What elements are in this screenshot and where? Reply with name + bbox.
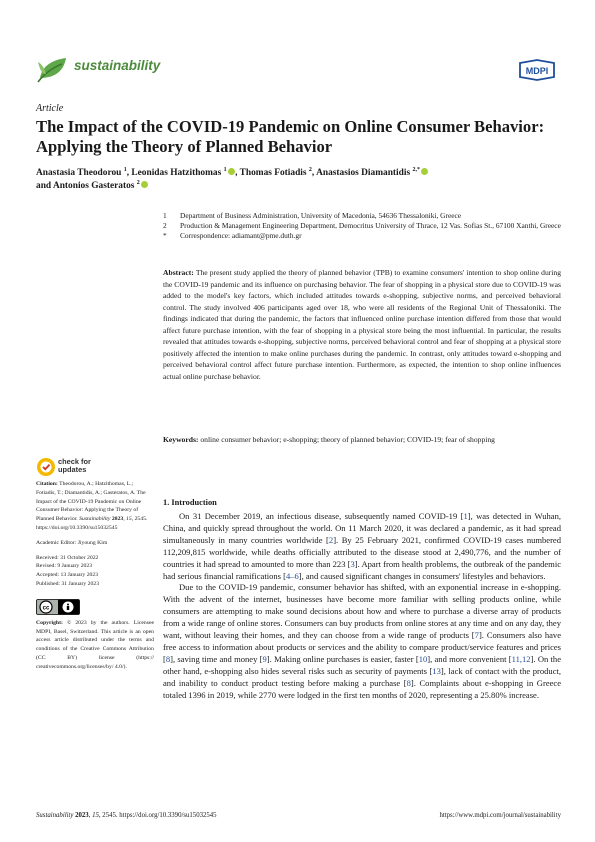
mdpi-logo-icon[interactable] <box>517 59 557 81</box>
journal-logo-icon <box>36 52 70 84</box>
footer-journal-url[interactable]: https://www.mdpi.com/journal/sustainability <box>439 812 561 819</box>
check-updates-icon <box>36 457 56 477</box>
reference-link[interactable]: 10 <box>418 653 428 664</box>
check-for-updates-badge[interactable] <box>36 457 116 481</box>
affiliations <box>163 211 563 241</box>
keywords-text: online consumer behavior; e-shopping; theory of planned behavior; COVID-19; fear of shopping <box>200 435 495 444</box>
received-date: Received: 31 October 2022 <box>36 554 99 561</box>
affiliation-text: Department of Business Administration, University of Macedonia, 54636 Thessaloniki, Greece <box>180 211 462 220</box>
reference-link[interactable]: 1 <box>463 511 468 521</box>
affiliation-number: 2 <box>163 220 167 230</box>
author: Leonidas Hatzithomas $^1$ , <box>131 166 240 178</box>
citation: Citation: Theodorou, A.; Hatzithomas, L.; Fotiadis, T.; Diamantidis, A.; Gasteratos, A. The Impact of the COVID-19 Pandemic on Online Consumer Behavior: Applying the Theory of Planned Behavior. Sustainability 2023, 15, 2545. https://doi.org/10.3390/su15032545 <box>36 481 148 531</box>
abstract <box>163 267 561 382</box>
reference-link[interactable]: 3 <box>350 558 355 569</box>
affiliation-number: * <box>163 230 167 240</box>
keywords-label: Keywords: <box>163 435 199 444</box>
check-updates-label: check for updates <box>58 457 91 474</box>
author: Anastasia Theodorou $^1$ <box>36 166 127 178</box>
orcid-icon[interactable] <box>421 168 429 176</box>
orcid-icon[interactable] <box>141 181 149 189</box>
svg-text:cc: cc <box>42 605 50 612</box>
paragraph: On 31 December 2019, an infectious disease, subsequently named COVID-19 [1], was detected in Wuhan, China, and quickly spread throughout the world. On 11 March 2020, it was declared a pandemic, as it had spread simultaneously in many countries worldwide [2]. By 25 February 2021, confirmed COVID-19 cases numbered 112,209,815 worldwide, while deaths officially attributed to the disease stood at 2,490,776, and the number of countries it had spread to amounted to more than 223 [3]. Apart from health problems, the outbreak of the pandemic had serious financial ramifications [4–6], and caused significant changes in consumers' lifestyles and behaviors. <box>163 511 562 581</box>
mdpi-logo-text: MDPI <box>525 66 549 76</box>
copyright-notice: Copyright: © 2023 by the authors. Licensee MDPI, Basel, Switzerland. This article is an open access article distributed under the terms and conditions of the Creative Commons Attribution (CC BY) license (https:// creativecommons.org/licenses/by/ 4.0/). <box>36 619 154 670</box>
reference-link[interactable]: 8 <box>165 653 171 664</box>
reference-link[interactable]: 11,12 <box>511 653 531 664</box>
abstract-label: Abstract: <box>163 268 194 277</box>
article-title: The Impact of the COVID-19 Pandemic on Online Consumer Behavior: Applying the Theory of Planned Behavior <box>36 117 545 156</box>
author: Thomas Fotiadis $^2$, <box>239 166 317 178</box>
reference-link[interactable]: 8 <box>406 677 411 688</box>
affiliation <box>163 211 563 221</box>
article-info-sidebar <box>36 480 154 672</box>
affiliation <box>163 221 563 231</box>
reference-link[interactable]: 9 <box>262 653 267 664</box>
author: and Antonios Gasteratos $^2$ <box>36 181 148 191</box>
author: Anastasios Diamantidis $^{2,*}$ <box>316 168 428 178</box>
published-date: Published: 31 January 2023 <box>36 580 100 587</box>
reference-link[interactable]: 13 <box>432 665 441 676</box>
correspondence-email[interactable]: Correspondence: adiamant@pme.duth.gr <box>180 230 302 240</box>
accepted-date: Accepted: 13 January 2023 <box>36 572 99 579</box>
abstract-text: The present study applied the theory of planned behavior (TPB) to examine consumers' intention to shop online during the COVID-19 pandemic and its influence on purchasing behavior. The fear of shopping in a physical store due to COVID-19 was added to the model's key factors, which included attitudes towards e-shopping, subjective norms, and perceived behavioral control. The study involved 406 participants aged over 18, who were all residents of the Regional Unit of Thessaloniki. The findings indicated that during the pandemic, the factors that influenced online purchase intention differed from those that would affect future purchase intention, with the fear of shopping in a physical store being the most influential. In particular, the results revealed that attitudes towards e-shopping, subjective norms, perceived behavioral control and fear of shopping at a physical store positively affected the intention to make online purchases during the pandemic. In contrast, only attitudes toward e-shopping and perceived behavioral control affect future purchase intention. Furthermore, as expected, the intention to shop online influences actual online purchase behavior. <box>163 268 561 381</box>
reference-link[interactable]: 2 <box>328 534 334 545</box>
section-heading: 1. Introduction <box>163 498 217 507</box>
keywords <box>163 434 561 446</box>
article-type: Article <box>36 103 64 114</box>
journal-name[interactable]: sustainability <box>74 58 161 73</box>
affiliation <box>163 231 563 241</box>
author-list: Anastasia Theodorou $^1$, Leonidas Hatzithomas $^1$ , Thomas Fotiadis $^2$, Anastasios Diamantidis $^{2,*}$ and Antonios Gasteratos $^2$ <box>36 167 561 193</box>
paragraph: Due to the COVID-19 pandemic, consumer behavior has shifted, with an exponential increase in e-shopping. With the advent of the internet, businesses have become more familiar with selling products online, while consumers are attempting to make sound decisions about how and where to purchase a diverse array of products from a wide range of online stores. Consumers can buy products from online stores at any time and on any day, they want, without leaving their homes, and they can choose from a wide range of products [7]. Consumers also have free access to information about products or services and the ability to compare product/service features and prices [8], saving time and money [9]. Making online purchases is easier, faster [10], and more convenient [11,12]. On the other hand, e-shopping also hides several risks such as security of payments [13], lack of contact with the product, and inability to conduct product testing before making a purchase [8]. Complaints about e-shopping in Greece totaled 1396 in 2019, while 2770 were lodged in the first ten months of 2020, representing a 25.80% increase. <box>163 582 561 700</box>
revised-date: Revised: 9 January 2023 <box>36 563 93 570</box>
reference-link[interactable]: 7 <box>474 630 479 641</box>
reference-link[interactable]: 4–6 <box>285 570 299 581</box>
affiliation-text: Production & Management Engineering Department, Democritus University of Thrace, 12 Vas. Sofias St., 67100 Xanthi, Greece <box>180 220 561 230</box>
orcid-icon[interactable] <box>228 168 236 176</box>
body-text <box>163 511 561 702</box>
academic-editor: Academic Editor: Jiyoung Kim <box>36 539 108 546</box>
footer-citation: Sustainability 2023, 15, 2545. https://doi.org/10.3390/su15032545 <box>36 812 217 819</box>
affiliation-number: 1 <box>163 211 167 220</box>
cc-by-license-icon[interactable] <box>36 599 80 615</box>
